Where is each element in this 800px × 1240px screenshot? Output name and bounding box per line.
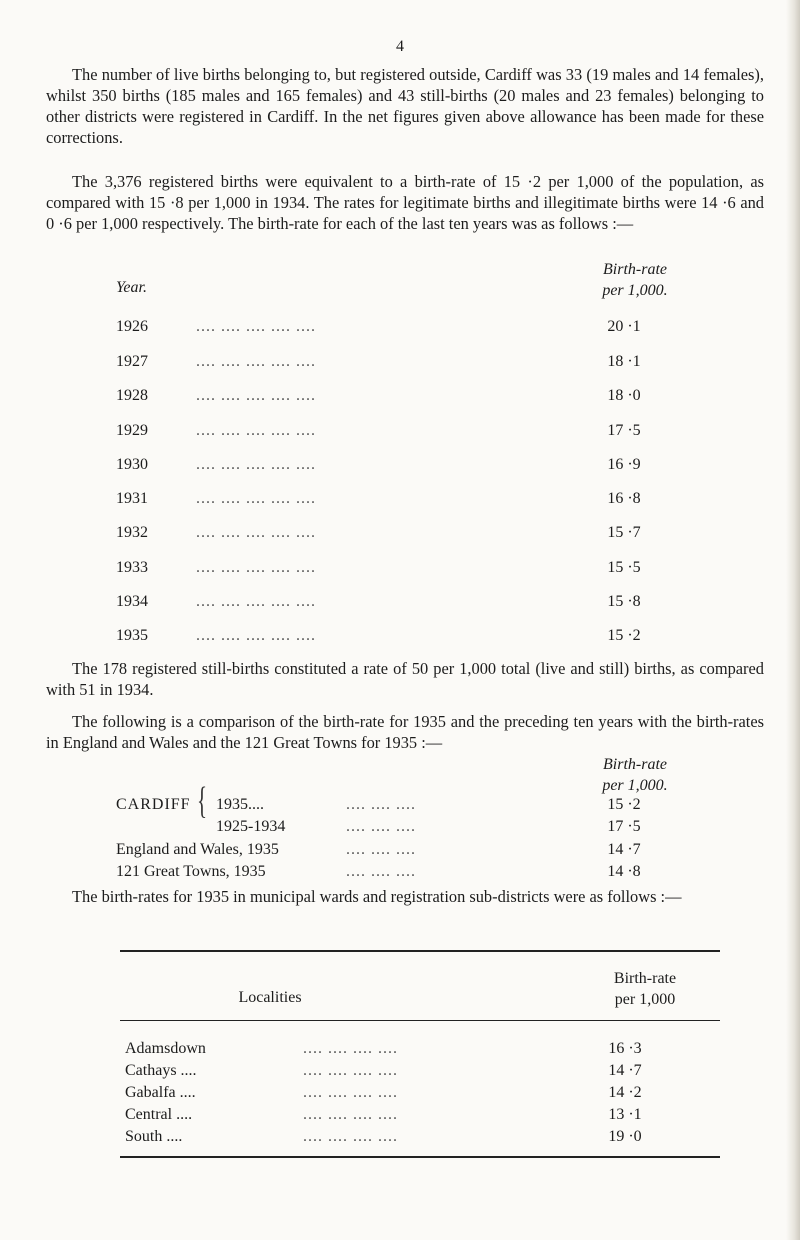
comparison-header-line1: Birth-rate xyxy=(603,756,667,773)
rate-cell: 17 ·5 xyxy=(607,422,641,439)
locality-rate: 14 ·2 xyxy=(608,1084,642,1101)
dot-leader: .... .... .... .... xyxy=(303,1084,398,1101)
comparison-row xyxy=(116,796,716,818)
rate-cell: 20 ·1 xyxy=(607,318,641,335)
dot-leader: .... .... .... .... xyxy=(303,1062,398,1079)
comparison-label: 121 Great Towns, 1935 xyxy=(116,863,266,880)
table-bottom-rule xyxy=(120,1156,720,1158)
comparison-rate: 15 ·2 xyxy=(607,796,641,813)
dot-leader: .... .... .... .... .... xyxy=(196,353,316,370)
localities-column-header: Localities xyxy=(238,989,302,1006)
dot-leader: .... .... .... .... .... xyxy=(196,422,316,439)
locality-rate-header-line1: Birth-rate xyxy=(613,970,677,987)
year-cell: 1928 xyxy=(116,387,148,404)
table-header-rule xyxy=(120,1020,720,1021)
year-cell: 1926 xyxy=(116,318,148,335)
year-column-header: Year. xyxy=(116,279,147,296)
comparison-label: 1935.... xyxy=(216,796,264,813)
paragraph-wards-intro: The birth-rates for 1935 in municipal wards and registration sub-districts were as follows :— xyxy=(72,887,682,906)
paragraph-still-births: The 178 registered still-births constituted a rate of 50 per 1,000 total (live and still) births, as compared with 51 in 1934. xyxy=(46,659,764,699)
rate-cell: 15 ·5 xyxy=(607,559,641,576)
locality-name: Adamsdown xyxy=(125,1040,206,1057)
rate-cell: 18 ·0 xyxy=(607,387,641,404)
dot-leader: .... .... .... .... .... xyxy=(196,490,316,507)
year-row xyxy=(116,422,716,444)
locality-row xyxy=(125,1062,725,1084)
dot-leader: .... .... .... .... xyxy=(303,1106,398,1123)
locality-row xyxy=(125,1040,725,1062)
year-row xyxy=(116,559,716,581)
birth-rate-column-header xyxy=(560,259,710,301)
dot-leader: .... .... .... xyxy=(346,796,416,813)
brace-glyph: { xyxy=(197,780,208,822)
dot-leader: .... .... .... .... xyxy=(303,1040,398,1057)
year-row xyxy=(116,456,716,478)
comparison-label: 1925-1934 xyxy=(216,818,286,835)
paragraph-comparison-intro: The following is a comparison of the birth-rate for 1935 and the preceding ten years with the birth-rates in England and Wales and the 121 Great Towns for 1935 :— xyxy=(46,712,764,752)
paragraph-live-births-outside: The number of live births belonging to, but registered outside, Cardiff was 33 (19 males and 14 females), whilst 350 births (185 males and 165 females) and 43 still-births (20 males and 23 females) belonging to other districts were registered in Cardiff. In the net figures given above allowance has been made for these corrections. xyxy=(46,65,764,147)
dot-leader: .... .... .... .... .... xyxy=(196,593,316,610)
dot-leader: .... .... .... .... .... xyxy=(196,387,316,404)
dot-leader: .... .... .... .... .... xyxy=(196,318,316,335)
locality-rate: 16 ·3 xyxy=(608,1040,642,1057)
year-cell: 1930 xyxy=(116,456,148,473)
rate-cell: 15 ·7 xyxy=(607,524,641,541)
year-cell: 1932 xyxy=(116,524,148,541)
locality-name: Central .... xyxy=(125,1106,193,1123)
year-row xyxy=(116,524,716,546)
year-cell: 1929 xyxy=(116,422,148,439)
rate-cell: 15 ·8 xyxy=(607,593,641,610)
year-cell: 1931 xyxy=(116,490,148,507)
locality-rate-header-line2: per 1,000 xyxy=(614,991,676,1008)
locality-name: Gabalfa .... xyxy=(125,1084,196,1101)
year-row xyxy=(116,318,716,340)
year-row xyxy=(116,593,716,615)
rate-cell: 18 ·1 xyxy=(607,353,641,370)
page-edge-shadow xyxy=(786,0,800,1240)
locality-row xyxy=(125,1106,725,1128)
dot-leader: .... .... .... xyxy=(346,841,416,858)
table-top-rule xyxy=(120,950,720,952)
year-cell: 1935 xyxy=(116,627,148,644)
dot-leader: .... .... .... .... .... xyxy=(196,456,316,473)
locality-rate-header xyxy=(575,968,715,1010)
year-row xyxy=(116,627,716,649)
comparison-rate: 17 ·5 xyxy=(607,818,641,835)
paragraph-birth-rate-summary: The 3,376 registered births were equivalent to a birth-rate of 15 ·2 per 1,000 of the population, as compared with 15 ·8 per 1,000 in 1934. The rates for legitimate births and illegitimate births were 14 ·6 and 0 ·6 per 1,000 respectively. The birth-rate for each of the last ten years was as follows :— xyxy=(46,172,764,233)
year-row xyxy=(116,490,716,512)
birth-rate-header-line2: per 1,000. xyxy=(602,282,668,299)
rate-cell: 15 ·2 xyxy=(607,627,641,644)
locality-name: South .... xyxy=(125,1128,183,1145)
comparison-rate-header xyxy=(560,754,710,796)
year-row xyxy=(116,353,716,375)
locality-row xyxy=(125,1128,725,1150)
dot-leader: .... .... .... xyxy=(346,818,416,835)
comparison-row xyxy=(116,818,716,840)
comparison-row xyxy=(116,863,716,885)
year-cell: 1934 xyxy=(116,593,148,610)
rate-cell: 16 ·9 xyxy=(607,456,641,473)
comparison-label: England and Wales, 1935 xyxy=(116,841,279,858)
dot-leader: .... .... .... xyxy=(346,863,416,880)
year-cell: 1927 xyxy=(116,353,148,370)
dot-leader: .... .... .... .... .... xyxy=(196,627,316,644)
dot-leader: .... .... .... .... .... xyxy=(196,559,316,576)
year-cell: 1933 xyxy=(116,559,148,576)
rate-cell: 16 ·8 xyxy=(607,490,641,507)
page-number: 4 xyxy=(396,38,404,55)
comparison-row xyxy=(116,841,716,863)
comparison-header-line2: per 1,000. xyxy=(602,777,668,794)
birth-rate-header-line1: Birth-rate xyxy=(603,261,667,278)
locality-rate: 19 ·0 xyxy=(608,1128,642,1145)
locality-name: Cathays .... xyxy=(125,1062,197,1079)
comparison-rate: 14 ·7 xyxy=(607,841,641,858)
cardiff-label: CARDIFF xyxy=(116,796,191,813)
comparison-rate: 14 ·8 xyxy=(607,863,641,880)
locality-rate: 14 ·7 xyxy=(608,1062,642,1079)
dot-leader: .... .... .... .... xyxy=(303,1128,398,1145)
locality-rate: 13 ·1 xyxy=(608,1106,642,1123)
year-row xyxy=(116,387,716,409)
dot-leader: .... .... .... .... .... xyxy=(196,524,316,541)
locality-row xyxy=(125,1084,725,1106)
